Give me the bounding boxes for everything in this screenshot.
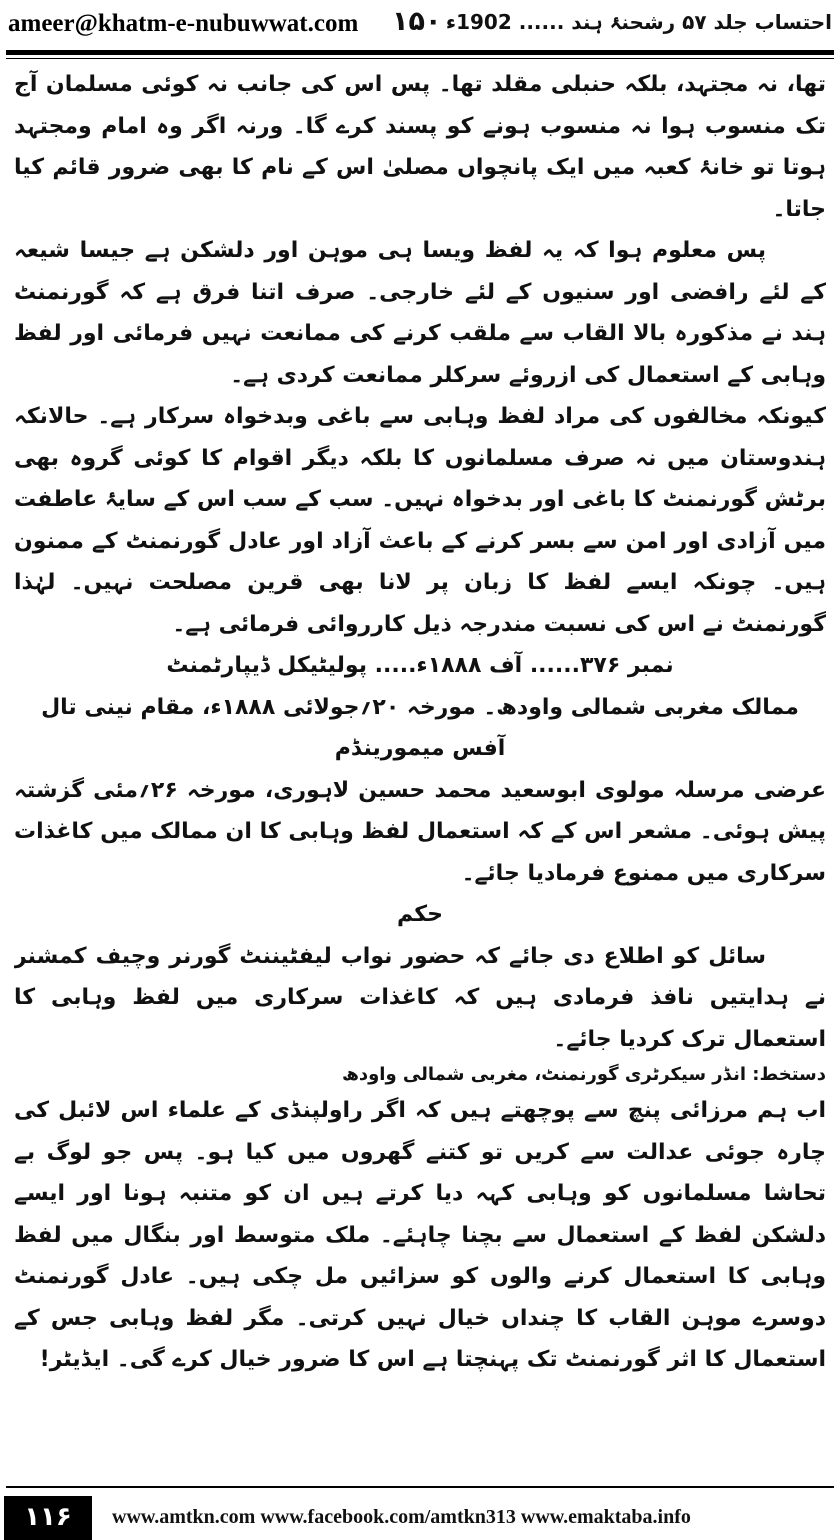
- header-rule-thick: [6, 50, 834, 55]
- header-title: احتساب جلد ۵۷ رشحنۂ ہند ...... 1902ء: [445, 10, 832, 34]
- paragraph-2: پس معلوم ہوا کہ یہ لفظ ویسا ہی موہن اور دلشکن ہے جیسا شیعہ کے لئے رافضی اور سنیوں کے لئے خارجی۔ صرف اتنا فرق ہے کہ گورنمنٹ ہند نے مذکورہ بالا القاب سے ملقب کرنے کی ممانعت نہیں فرمائی اور لفظ وہابی کے استعمال کی ازروئے سرکلر ممانعت کردی ہے۔: [14, 238, 826, 388]
- footer-links[interactable]: www.amtkn.com www.facebook.com/amtkn313 www.emaktaba.info: [112, 1506, 691, 1528]
- petition-text: عرضی مرسلہ مولوی ابوسعید محمد حسین لاہوری، مورخہ ۲۶؍مئی گزشتہ پیش ہوئی۔ مشعر اس کے کہ استعمال لفظ وہابی کا ان ممالک میں کاغذات سرکاری میں ممنوع فرمادیا جائے۔: [14, 777, 826, 886]
- header-email[interactable]: ameer@khatm-e-nubuwwat.com: [8, 10, 359, 37]
- signature-line: دستخط: انڈر سیکرٹری گورنمنٹ، مغربی شمالی واودھ: [342, 1064, 826, 1085]
- hukm-heading: حکم: [397, 902, 443, 927]
- page-footer: [0, 1486, 840, 1540]
- paragraph-4: اب ہم مرزائی پنچ سے پوچھتے ہیں کہ اگر راولپنڈی کے علماء اس لائبل کی چارہ جوئی عدالت سے کریں تو کتنے گھروں میں کیا ہو۔ پس جو لوگ بے تحاشا مسلمانوں کو وہابی کہہ دیا کرتے ہیں ان کو متنبہ ہونا اور ایسے دلشکن لفظ کے استعمال سے بچنا چاہئے۔ ملک متوسط اور بنگال میں لفظ وہابی کا استعمال کرنے والوں کو سزائیں مل چکی ہیں۔ عادل گورنمنٹ دوسرے موہن القاب کا چنداں خیال نہیں کرتی۔ مگر لفظ وہابی جس کے استعمال کا اثر گورنمنٹ تک پہنچتا ہے اس کا ضرور خیال کرے گی۔ ایڈیٹر!: [14, 1098, 826, 1372]
- paragraph-1: تھا، نہ مجتہد، بلکہ حنبلی مقلد تھا۔ پس اس کی جانب نہ کوئی مسلمان آج تک منسوب ہوا نہ منسوب ہونے کو پسند کرے گا۔ ورنہ اگر وہ امام ومجتہد ہوتا تو خانۂ کعبہ میں ایک پانچواں مصلیٰ اس کے نام کا بھی ضرور قائم کیا جاتا۔: [14, 72, 826, 222]
- footer-rule: [6, 1486, 834, 1488]
- order-memo: آفس میمورینڈم: [334, 736, 506, 761]
- page-header: [0, 0, 840, 50]
- header-rule-thin: [6, 58, 834, 59]
- page-body: [14, 64, 826, 1472]
- paragraph-3: کیونکہ مخالفوں کی مراد لفظ وہابی سے باغی وبدخواہ سرکار ہے۔ حالانکہ ہندوستان میں نہ صرف مسلمانوں کا بلکہ دیگر اقوام کا کوئی گروہ بھی برٹش گورنمنٹ کا باغی اور بدخواہ نہیں۔ سب کے سب اس کے سایۂ عاطفت میں آزادی اور امن سے بسر کرنے کے باعث آزاد اور عادل گورنمنٹ کے ممنون ہیں۔ چونکہ ایسے لفظ کا زبان پر لانا بھی قرین مصلحت نہیں۔ لہٰذا گورنمنٹ نے اس کی نسبت مندرجہ ذیل کارروائی فرمائی ہے۔: [14, 404, 826, 637]
- footer-page-number: ۱۱۶: [4, 1496, 92, 1540]
- order-number: نمبر ۳۷۶...... آف ۱۸۸۸ء..... پولیٹیکل ڈیپارٹمنٹ: [166, 653, 674, 678]
- order-place: ممالک مغربی شمالی واودھ۔ مورخہ ۲۰؍جولائی ۱۸۸۸ء، مقام نینی تال: [41, 694, 799, 720]
- header-page-number: ۱۵۰: [392, 6, 442, 37]
- ruling-text: سائل کو اطلاع دی جائے کہ حضور نواب لیفٹیننٹ گورنر وچیف کمشنر نے ہدایتیں نافذ فرمادی ہیں کہ کاغذات سرکاری میں لفظ وہابی کا استعمال ترک کردیا جائے۔: [14, 943, 826, 1052]
